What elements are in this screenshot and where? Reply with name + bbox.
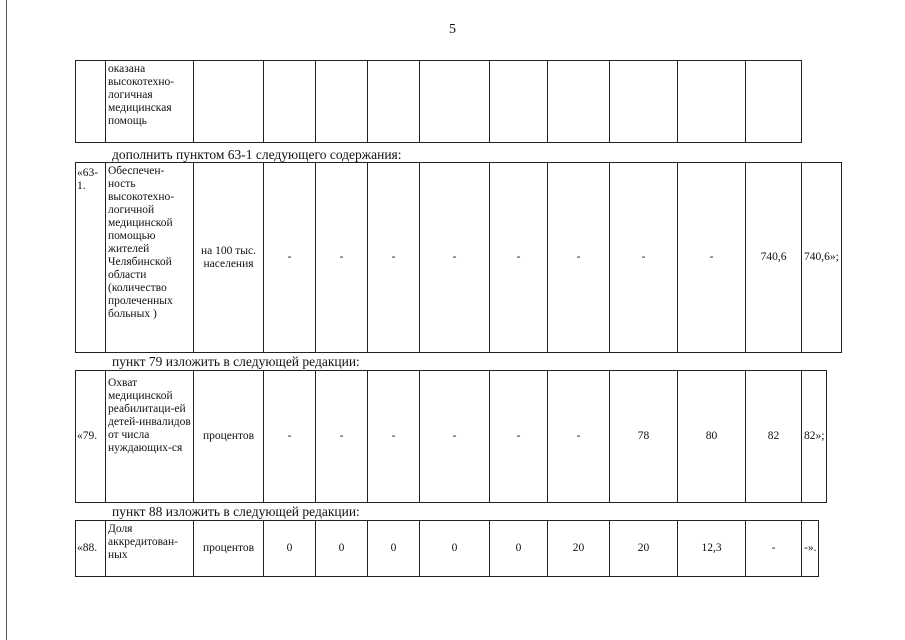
value-cell (368, 61, 420, 143)
value-cell (264, 61, 316, 143)
value-cell: 82 (746, 371, 802, 503)
value-cell (678, 61, 746, 143)
value-cell: 0 (420, 521, 490, 577)
value-cell: 12,3 (678, 521, 746, 577)
value-cell: 0 (368, 521, 420, 577)
row-number: «88. (76, 521, 106, 577)
value-cell: - (264, 163, 316, 353)
instruction-63-1: дополнить пунктом 63-1 следующего содержания: (112, 147, 402, 162)
indicator-name: Доля аккредитован-ных (106, 521, 194, 577)
unit-cell: процентов (194, 521, 264, 577)
value-cell: - (316, 163, 368, 353)
instruction-79: пункт 79 изложить в следующей редакции: (112, 354, 360, 369)
value-cell: 0 (264, 521, 316, 577)
value-cell: - (548, 163, 610, 353)
unit-cell: процентов (194, 371, 264, 503)
row-number: «63-1. (76, 163, 106, 353)
value-cell: - (420, 163, 490, 353)
unit-cell (194, 61, 264, 143)
value-cell: 78 (610, 371, 678, 503)
value-cell: - (490, 163, 548, 353)
indicator-name: оказана высокотехно-логичная медицинская помощь (106, 61, 194, 143)
table-row-79 (75, 370, 827, 503)
value-cell: - (368, 163, 420, 353)
value-cell: - (264, 371, 316, 503)
table-row (76, 163, 842, 353)
table-row-88 (75, 520, 819, 577)
value-cell: 80 (678, 371, 746, 503)
table-prev-row (75, 60, 802, 143)
value-cell: 82»; (802, 371, 827, 503)
value-cell: 20 (610, 521, 678, 577)
value-cell: - (678, 163, 746, 353)
unit-cell: на 100 тыс. населения (194, 163, 264, 353)
value-cell (746, 61, 802, 143)
table-row (76, 61, 802, 143)
value-cell: 0 (490, 521, 548, 577)
page-number: 5 (449, 22, 456, 37)
value-cell (610, 61, 678, 143)
value-cell: - (548, 371, 610, 503)
table-row (76, 371, 827, 503)
indicator-name: Обеспечен-ность высокотехно-логичной медицинской помощью жителей Челябинской области (количество пролеченных больных ) (106, 163, 194, 353)
row-number: «79. (76, 371, 106, 503)
value-cell: - (420, 371, 490, 503)
value-cell: 0 (316, 521, 368, 577)
value-cell: - (610, 163, 678, 353)
value-cell: - (746, 521, 802, 577)
value-cell: - (368, 371, 420, 503)
value-cell: 740,6»; (802, 163, 842, 353)
value-cell: 20 (548, 521, 610, 577)
value-cell (490, 61, 548, 143)
value-cell: 740,6 (746, 163, 802, 353)
indicator-name: Охват медицинской реабилитаци-ей детей-инвалидов от числа нуждающих-ся (106, 371, 194, 503)
value-cell (316, 61, 368, 143)
page-margin-rule (6, 0, 7, 640)
row-number (76, 61, 106, 143)
table-row (76, 521, 819, 577)
value-cell: - (490, 371, 548, 503)
value-cell (420, 61, 490, 143)
table-row-63-1 (75, 162, 842, 353)
value-cell (548, 61, 610, 143)
instruction-88: пункт 88 изложить в следующей редакции: (112, 504, 360, 519)
value-cell: - (316, 371, 368, 503)
value-cell: -». (802, 521, 819, 577)
